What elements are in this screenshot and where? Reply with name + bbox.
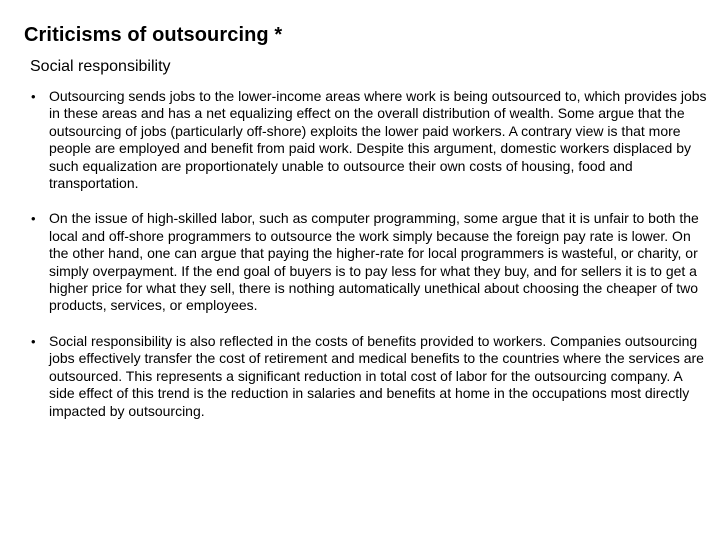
bullet-item xyxy=(31,88,707,192)
slide-subtitle: Social responsibility xyxy=(30,58,171,75)
slide-title: Criticisms of outsourcing * xyxy=(24,24,283,46)
bullet-list xyxy=(31,88,707,438)
bullet-text: Social responsibility is also reflected in the costs of benefits provided to workers. Companies outsourcing jobs effectively transfer the cost of retirement and medical benefits to the countries where the services are outsourced. This represents a significant reduction in total cost of labor for the outsourcing company. A side effect of this trend is the reduction in salaries and benefits at home in the occupations most directly impacted by outsourcing. xyxy=(49,332,704,419)
bullet-icon: • xyxy=(31,89,36,104)
bullet-item xyxy=(31,333,707,420)
bullet-text: Outsourcing sends jobs to the lower-income areas where work is being outsourced to, which provides jobs in these areas and has a net equalizing effect on the overall distribution of wealth. Some argue that the outsourcing of jobs (particularly off-shore) exploits the lower paid workers. A contrary view is that more people are employed and benefit from paid work. Despite this argument, domestic workers displaced by such equalization are proportionately unable to outsource their own costs of housing, food and transportation. xyxy=(49,88,707,192)
bullet-icon: • xyxy=(31,333,36,349)
bullet-item xyxy=(31,210,707,314)
bullet-text: On the issue of high-skilled labor, such as computer programming, some argue that it is unfair to both the local and off-shore programmers to outsource the work simply because the foreign pay rate is lower. On the other hand, one can argue that paying the higher-rate for local programmers is wasteful, or charity, or simply overpayment. If the end goal of buyers is to pay less for what they buy, and for sellers it is to get a higher price for what they sell, there is nothing automatically unethical about choosing the cheaper of two products, services, or employees. xyxy=(49,210,699,314)
bullet-icon: • xyxy=(31,211,36,227)
